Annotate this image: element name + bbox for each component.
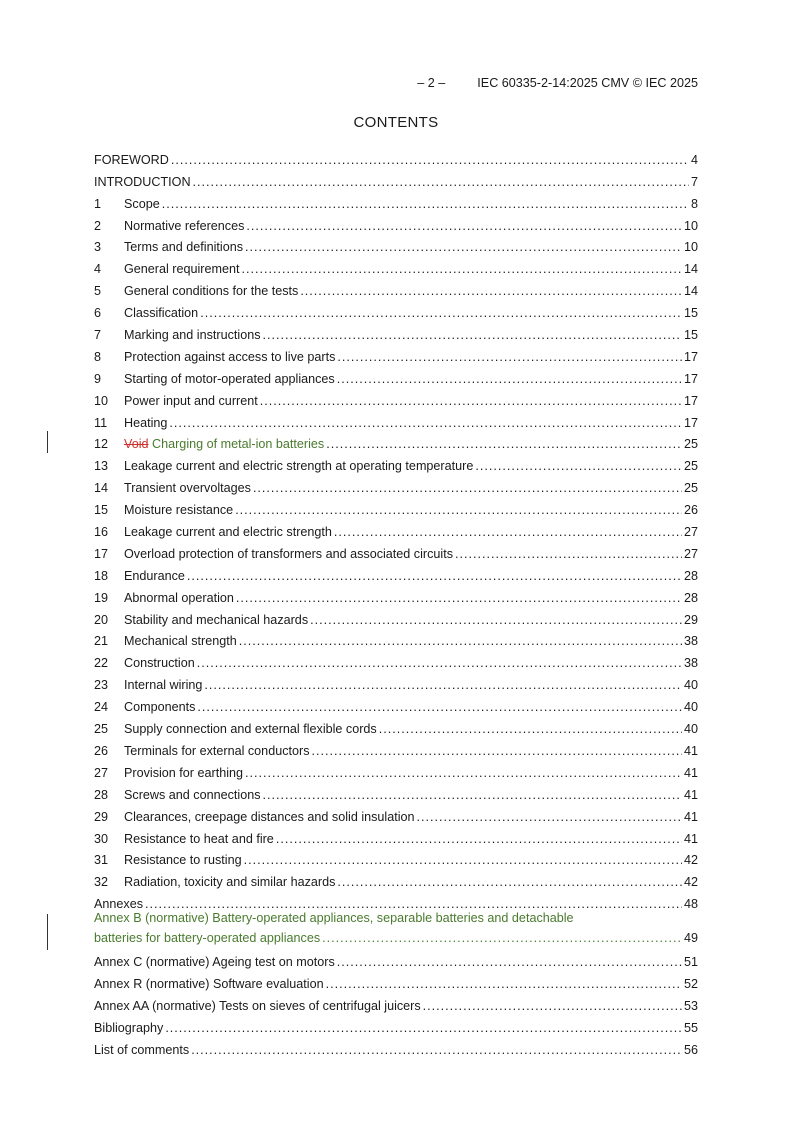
toc-entry-annex-aa[interactable]: Annex AA (normative) Tests on sieves of centrifugal juicers ..... 53 [94,991,698,1013]
clause-page: 28 [683,568,698,583]
clause-title: Classification [124,306,199,321]
clause-page: 29 [683,612,698,627]
clause-number: 18 [94,568,109,583]
clause-number: 17 [94,546,109,561]
clause-page: 41 [683,743,698,758]
page-header [94,76,698,92]
toc-entry-clause-9[interactable] [94,364,698,386]
clause-page: 17 [683,415,698,430]
toc-entry-clause-28[interactable] [94,780,698,802]
clause-page: 27 [683,546,698,561]
clause-title: Endurance [124,568,185,583]
clause-number: 28 [94,787,109,802]
table-of-contents [94,145,698,1057]
toc-clauses [94,189,698,890]
clause-page: 28 [683,590,698,605]
toc-entry-clause-20[interactable] [94,605,698,627]
toc-entry-clause-31[interactable] [94,846,698,868]
toc-entry-clause-27[interactable] [94,758,698,780]
clause-page: 26 [683,503,698,518]
clause-page: 17 [683,349,698,364]
toc-entry-clause-11[interactable] [94,408,698,430]
toc-entry-clause-12[interactable] [94,430,698,452]
clause-number: 6 [94,306,102,321]
clause-number: 8 [94,349,102,364]
toc-entry-clause-5[interactable] [94,276,698,298]
clause-page: 8 [690,196,698,211]
clause-page: 40 [683,722,698,737]
clause-title: Leakage current and electric strength [124,525,332,540]
clause-title: Radiation, toxicity and similar hazards [124,875,336,890]
clause-number: 19 [94,590,109,605]
clause-title: Supply connection and external flexible cords [124,722,377,737]
clause-page: 10 [683,218,698,233]
toc-entry-clause-14[interactable] [94,473,698,495]
clause-page: 41 [683,787,698,802]
toc-entry-foreword[interactable]: FOREWORD ..... 4 [94,145,698,167]
toc-entry-annex-r[interactable]: Annex R (normative) Software evaluation ..... 52 [94,969,698,991]
clause-page: 17 [683,393,698,408]
clause-title: Terminals for external conductors [124,743,310,758]
toc-entry-bibliography[interactable]: Bibliography ..... 55 [94,1013,698,1035]
clause-page: 41 [683,831,698,846]
document-id: IEC 60335-2-14:2025 CMV © IEC 2025 [477,76,698,90]
clause-page: 40 [683,678,698,693]
toc-entry-clause-2[interactable] [94,211,698,233]
toc-entry-list-of-comments[interactable]: List of comments ..... 56 [94,1035,698,1057]
toc-entry-clause-13[interactable] [94,451,698,473]
clause-number: 11 [94,415,108,430]
clause-title: Moisture resistance [124,503,234,518]
clause-page: 42 [683,853,698,868]
clause-page: 27 [683,525,698,540]
clause-number: 22 [94,656,109,671]
clause-page: 40 [683,700,698,715]
toc-entry-clause-26[interactable] [94,736,698,758]
change-bar-annex-b [47,914,48,950]
toc-entry-clause-21[interactable] [94,627,698,649]
clause-title: Abnormal operation [124,590,234,605]
clause-title: Power input and current [124,393,258,408]
toc-entry-clause-4[interactable] [94,254,698,276]
toc-entry-annexes[interactable]: Annexes ..... 48 [94,889,698,911]
clause-title: Resistance to rusting [124,853,242,868]
clause-title: Resistance to heat and fire [124,831,274,846]
clause-number: 16 [94,525,109,540]
change-bar-clause-12 [47,431,48,453]
toc-entry-introduction[interactable]: INTRODUCTION ..... 7 [94,167,698,189]
clause-number: 13 [94,459,109,474]
clause-number: 31 [94,853,109,868]
clause-number: 30 [94,831,109,846]
toc-entry-clause-1[interactable] [94,189,698,211]
clause-title: Protection against access to live parts [124,349,336,364]
clause-number: 14 [94,481,109,496]
toc-entry-clause-23[interactable] [94,670,698,692]
clause-number: 26 [94,743,109,758]
clause-page: 14 [683,262,698,277]
clause-number: 10 [94,393,109,408]
deleted-text: Void [124,437,149,452]
clause-title: Starting of motor-operated appliances [124,371,335,386]
clause-title [124,437,324,451]
page-title: CONTENTS [353,114,439,131]
clause-page: 15 [683,306,698,321]
toc-entry-clause-25[interactable] [94,714,698,736]
clause-page: 25 [683,481,698,496]
toc-entry-clause-17[interactable] [94,539,698,561]
clause-title: Components [124,700,196,715]
toc-entry-annex-c[interactable]: Annex C (normative) Ageing test on motors ..... 51 [94,947,698,969]
clause-title: Leakage current and electric strength at operating temperature [124,459,474,474]
clause-number: 12 [94,437,109,452]
clause-number: 1 [94,196,102,211]
clause-title: Mechanical strength [124,634,237,649]
clause-title: Construction [124,656,195,671]
clause-number: 15 [94,503,109,518]
toc-entry-clause-3[interactable] [94,233,698,255]
clause-number: 32 [94,875,109,890]
clause-title: Overload protection of transformers and associated circuits [124,546,453,561]
toc-entry-clause-15[interactable] [94,495,698,517]
clause-page: 15 [683,328,698,343]
clause-title: Clearances, creepage distances and solid insulation [124,809,415,824]
clause-number: 21 [94,634,109,649]
clause-title: Provision for earthing [124,765,244,780]
page-number: – 2 – [417,76,446,90]
clause-page: 25 [683,459,698,474]
toc-entry-clause-19[interactable] [94,583,698,605]
clause-title: Marking and instructions [124,328,261,343]
toc-entry-clause-32[interactable] [94,867,698,889]
toc-entry-clause-22[interactable] [94,648,698,670]
toc-entry-clause-16[interactable] [94,517,698,539]
clause-page: 38 [683,656,698,671]
clause-number: 27 [94,765,109,780]
clause-title: Normative references [124,218,245,233]
clause-title: Heating [124,415,168,430]
toc-entry-clause-10[interactable] [94,386,698,408]
inserted-text: Charging of metal-ion batteries [152,437,325,452]
clause-title: General conditions for the tests [124,284,299,299]
clause-page: 10 [683,240,698,255]
clause-number: 24 [94,700,109,715]
toc-entry-clause-18[interactable] [94,561,698,583]
clause-number: 3 [94,240,102,255]
toc-entry-clause-24[interactable] [94,692,698,714]
toc-entry-clause-8[interactable] [94,342,698,364]
clause-number: 29 [94,809,109,824]
clause-title: Screws and connections [124,787,261,802]
clause-title: Transient overvoltages [124,481,251,496]
clause-number: 25 [94,722,109,737]
clause-title: Scope [124,196,160,211]
clause-page: 38 [683,634,698,649]
clause-number: 23 [94,678,109,693]
clause-title: Stability and mechanical hazards [124,612,309,627]
clause-page: 41 [683,765,698,780]
clause-title: General requirement [124,262,240,277]
clause-number: 4 [94,262,102,277]
toc-entry-clause-6[interactable] [94,298,698,320]
toc-entry-clause-7[interactable] [94,320,698,342]
toc-entry-annex-b[interactable]: Annex B (normative) Battery-operated appliances, separable batteries and detachable batteries for battery-operated appliances ..... 49 [94,911,698,947]
clause-page: 17 [683,371,698,386]
clause-number: 20 [94,612,109,627]
clause-page: 14 [683,284,698,299]
clause-number: 9 [94,371,102,386]
clause-page: 41 [683,809,698,824]
clause-number: 7 [94,328,102,343]
clause-number: 5 [94,284,102,299]
toc-entry-clause-30[interactable] [94,824,698,846]
toc-entry-clause-29[interactable] [94,802,698,824]
clause-title: Internal wiring [124,678,203,693]
clause-page: 42 [683,875,698,890]
clause-page: 25 [683,437,698,452]
clause-title: Terms and definitions [124,240,244,255]
clause-number: 2 [94,218,102,233]
